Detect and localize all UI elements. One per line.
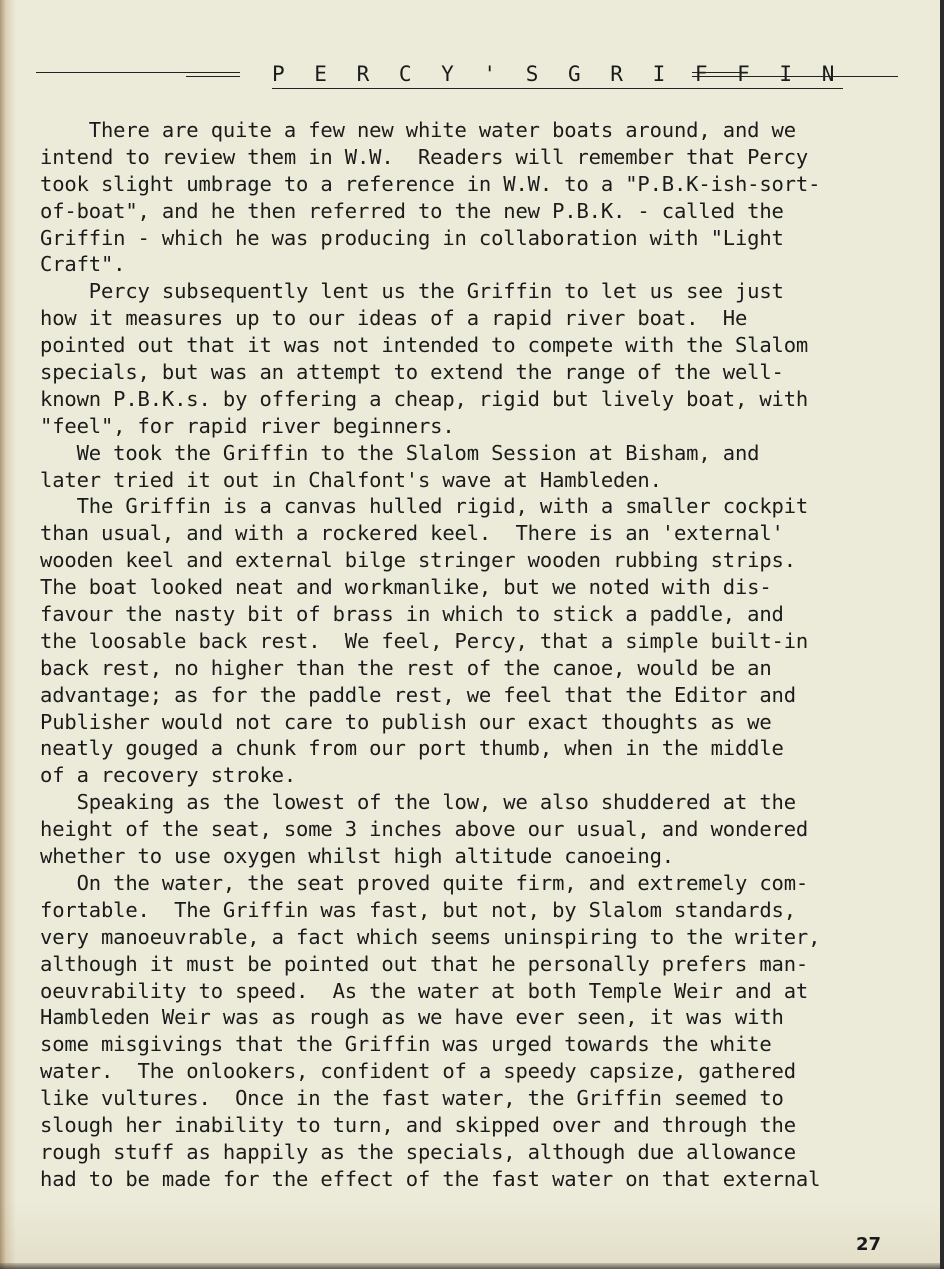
text-line: specials, but was an attempt to extend the range of the well- [40, 360, 784, 385]
text-line: intend to review them in W.W. Readers will remember that Percy [40, 144, 809, 169]
page-right-edge [940, 0, 944, 1269]
text-line: favour the nasty bit of brass in which to stick a paddle, and [40, 602, 784, 627]
heading-rule-right [692, 76, 898, 77]
text-line: like vultures. Once in the fast water, the Griffin seemed to [40, 1086, 784, 1111]
text-line: Publisher would not care to publish our exact thoughts as we [40, 709, 772, 734]
text-line: Percy subsequently lent us the Griffin to let us see just [40, 279, 784, 304]
heading-rule-left-double [186, 76, 240, 77]
page-number: 27 [856, 1234, 882, 1255]
text-line: some misgivings that the Griffin was urged towards the white [40, 1032, 772, 1057]
heading-row [36, 62, 898, 92]
text-line: Speaking as the lowest of the low, we also shuddered at the [40, 790, 796, 815]
heading-rule-right-double [692, 72, 742, 73]
text-line: the loosable back rest. We feel, Percy, that a simple built-in [40, 628, 809, 653]
text-line: Hambleden Weir was as rough as we have ever seen, it was with [40, 1005, 784, 1030]
text-line: advantage; as for the paddle rest, we feel that the Editor and [40, 682, 796, 707]
text-line: although it must be pointed out that he personally prefers man- [40, 951, 809, 976]
text-line: later tried it out in Chalfont's wave at Hambleden. [40, 467, 662, 492]
heading-rule-left [36, 72, 240, 73]
text-line: The Griffin is a canvas hulled rigid, with a smaller cockpit [40, 494, 809, 519]
page-bottom-edge [0, 1263, 944, 1269]
text-line: fortable. The Griffin was fast, but not, by Slalom standards, [40, 897, 796, 922]
text-line: slough her inability to turn, and skipped over and through the [40, 1112, 796, 1137]
article-body [40, 117, 900, 1193]
text-line: had to be made for the effect of the fast water on that external [40, 1166, 821, 1191]
text-line: known P.B.K.s. by offering a cheap, rigid but lively boat, with [40, 386, 809, 411]
text-line: neatly gouged a chunk from our port thumb, when in the middle [40, 736, 784, 761]
text-line: rough stuff as happily as the specials, although due allowance [40, 1139, 796, 1164]
text-line: "feel", for rapid river beginners. [40, 413, 455, 438]
text-line: On the water, the seat proved quite firm, and extremely com- [40, 870, 809, 895]
text-line: whether to use oxygen whilst high altitude canoeing. [40, 844, 674, 869]
article-heading: P E R C Y ' S G R I F F I N [272, 62, 843, 89]
text-line: how it measures up to our ideas of a rapid river boat. He [40, 306, 748, 331]
text-line: than usual, and with a rockered keel. There is an 'external' [40, 521, 784, 546]
text-line: We took the Griffin to the Slalom Session at Bisham, and [40, 440, 760, 465]
text-line: pointed out that it was not intended to compete with the Slalom [40, 333, 809, 358]
text-line: water. The onlookers, confident of a speedy capsize, gathered [40, 1059, 796, 1084]
text-line: height of the seat, some 3 inches above our usual, and wondered [40, 817, 809, 842]
text-line: very manoeuvrable, a fact which seems uninspiring to the writer, [40, 924, 821, 949]
text-line: of-boat", and he then referred to the new P.B.K. - called the [40, 198, 784, 223]
text-line: of a recovery stroke. [40, 763, 297, 788]
text-line: wooden keel and external bilge stringer wooden rubbing strips. [40, 548, 796, 573]
text-line: Craft". [40, 252, 126, 277]
text-line: There are quite a few new white water boats around, and we [40, 118, 796, 142]
text-line: Griffin - which he was producing in collaboration with "Light [40, 225, 784, 250]
text-line: back rest, no higher than the rest of the canoe, would be an [40, 655, 772, 680]
text-line: oeuvrability to speed. As the water at both Temple Weir and at [40, 978, 809, 1003]
text-line: took slight umbrage to a reference in W.W. to a "P.B.K-ish-sort- [40, 171, 821, 196]
text-line: The boat looked neat and workmanlike, but we noted with dis- [40, 575, 772, 600]
